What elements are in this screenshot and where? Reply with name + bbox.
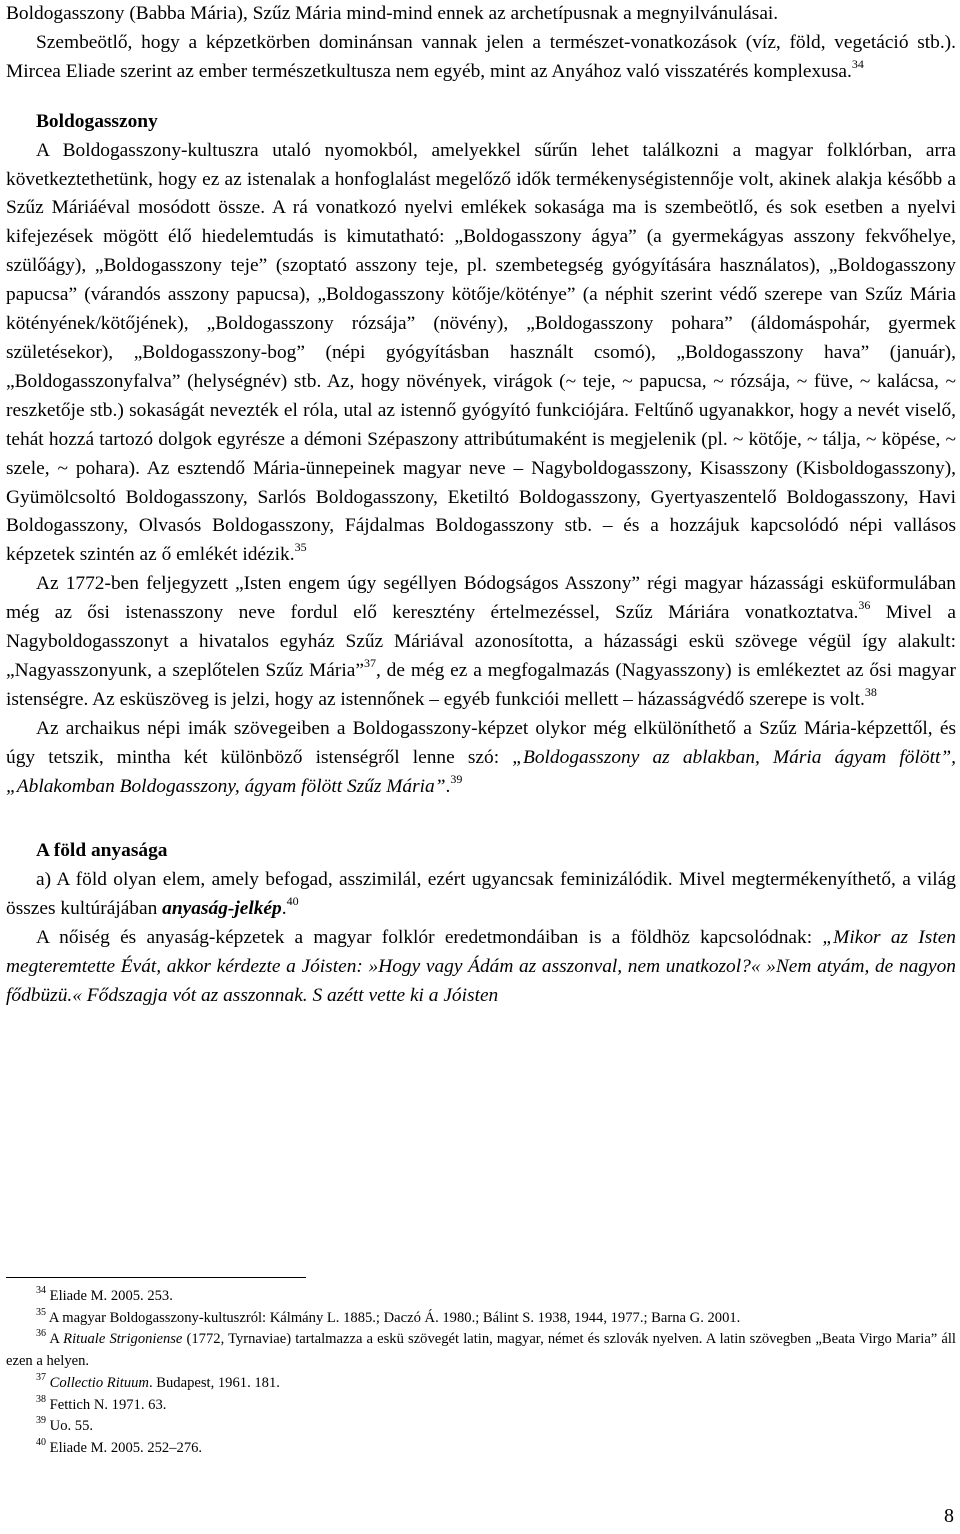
paragraph-text: Az archaikus népi imák szövegeiben a Boldogasszony-képzet olykor még elkülöníthető a Szűz Mária-képzettől, és úgy tetszik, mintha két különböző istenségről lenne szó:	[6, 717, 956, 768]
footnote-text: Eliade M. 2005. 252–276.	[46, 1439, 203, 1456]
paragraph-text: , de még ez a megfogalmazás (Nagyasszony) is emlékeztet az ősi magyar istenségre. Az esküszöveg is jelzi, hogy az istennőnek – egyéb funkciói mellett – házasságvédő szerepe is volt.	[6, 659, 956, 710]
footnote-ref[interactable]: 37	[363, 655, 376, 670]
footnote-separator	[6, 1277, 306, 1278]
paragraph-text: a) A föld olyan elem, amely befogad, asszimilál, ezért ugyancsak feminizálódik. Mivel megtermékenyíthető, a világ összes kultúrájában	[6, 869, 956, 920]
footnote-number: 36	[36, 1328, 46, 1340]
page-number: 8	[944, 1505, 954, 1527]
footnote-ref[interactable]: 40	[286, 894, 299, 909]
footnote-37	[6, 1373, 956, 1395]
paragraph-text: Szembeötlő, hogy a képzetkörben dominánsan vannak jelen a természet-vonatkozások (víz, föld, vegetáció stb.). Mircea Eliade szerint az ember természetkultusza nem egyéb, mint az Anyához való visszatérés komplexusa.	[6, 31, 956, 82]
paragraph-text: A nőiség és anyaság-képzetek a magyar folklór eredetmondáiban is a földhöz kapcsolódnak:	[36, 927, 823, 949]
legend-quote: „Mikor az Isten megteremtette Évát, akkor kérdezte a Jóisten: »Hogy vagy Ádám az asszonval, nem unatkozol?« »Nem atyám, de nagyon fődbüzü.« Fődszagja vót az asszonnak. S azétt vette ki a Jóisten	[6, 927, 957, 1006]
footnote-text: Eliade M. 2005. 253.	[46, 1288, 173, 1304]
footnote-title: Rituale Strigoniense	[63, 1331, 183, 1348]
paragraph-nature	[6, 29, 956, 87]
footnote-ref[interactable]: 34	[851, 56, 864, 71]
page-body	[6, 0, 956, 1011]
footnote-34	[6, 1286, 956, 1308]
paragraph-archetype	[6, 0, 956, 29]
paragraph-text: Mivel a Nagyboldogasszonyt a hivatalos egyház Szűz Máriával azonosította, a házassági eskü szövege végül így alakult: „Nagyasszonyunk, a szeplőtelen Szűz Mária”	[6, 602, 956, 681]
footnote-35	[6, 1308, 956, 1330]
footnote-ref[interactable]: 38	[864, 684, 877, 699]
paragraph-origin-legend	[6, 924, 956, 1011]
footnotes	[6, 1286, 956, 1460]
footnote-title: Collectio Rituum	[49, 1374, 149, 1391]
footnote-number: 37	[36, 1371, 46, 1383]
prayer-quote: „Boldogasszony az ablakban, Mária ágyam fölött”, „Ablakomban Boldogasszony, ágyam fölött Szűz Mária”	[6, 746, 956, 797]
footnote-text: (1772, Tyrnaviae) tartalmazza a eskü szövegét latin, magyar, német és szlovák nyelven. A latin szövegben „Beata Virgo Maria” áll ezen a helyen.	[6, 1331, 956, 1370]
paragraph-text: .	[281, 898, 287, 920]
footnote-number: 35	[36, 1306, 46, 1318]
spacer	[6, 87, 956, 108]
emphasis-term: anyaság-jelkép	[162, 898, 282, 920]
footnote-ref[interactable]: 39	[450, 771, 463, 786]
footnote-text: Uo. 55.	[46, 1418, 94, 1435]
footnote-39	[6, 1416, 956, 1438]
footnote-number: 38	[36, 1393, 46, 1405]
footnote-text: Fettich N. 1971. 63.	[46, 1396, 167, 1413]
paragraph-oath	[6, 570, 956, 715]
paragraph-prayers	[6, 715, 956, 802]
footnote-text: A	[46, 1331, 64, 1348]
paragraph-cult	[6, 137, 956, 571]
paragraph-text: .	[445, 775, 451, 797]
footnote-text: . Budapest, 1961. 181.	[148, 1374, 280, 1391]
footnote-40	[6, 1438, 956, 1460]
paragraph-text: Boldogasszony (Babba Mária), Szűz Mária mind-mind ennek az archetípusnak a megnyilvánulásai.	[6, 3, 779, 24]
paragraph-earth	[6, 866, 956, 924]
paragraph-text: A Boldogasszony-kultuszra utaló nyomokból, amelyekkel sűrűn lehet találkozni a magyar folklórban, arra következtethetünk, hogy ez az istenalak a honfoglalást megelőző idők termékenységistennője volt, akinek alakja később a Szűz Máriáéval mosódott össze. A rá vonatkozó nyelvi emlékek sokasága ma is szembeötlő, és sok esetben a nyelvi kifejezések mögött élő hiedelemtudás is kimutatható: „Boldogasszony ágya” (a gyermekágyas asszony fekvőhelye, szülőágy), „Boldogasszony teje” (szoptató asszony teje, pl. szembetegség gyógyítására használatos), „Boldogasszony papucsa” (várandós asszony papucsa), „Boldogasszony kötője/köténye” (a néphit szerint védő szerepe van Szűz Mária kötényének/kötőjének), „Boldogasszony rózsája” (növény), „Boldogasszony pohara” (áldomáspohár, gyermek születésekor), „Boldogasszony-bog” (népi gyógyításban használt csomó), „Boldogasszony hava” (január), „Boldogasszonyfalva” (helységnév) stb. Az, hogy növények, virágok (~ teje, ~ papucsa, ~ rózsája, ~ füve, ~ kalácsa, ~ reszketője stb.) sokaságát nevezték el róla, utal az istennő gyógyító funkciójára. Feltűnő ugyanakkor, hogy a nevét viselő, tehát hozzá tartozó dolgok egyrésze a démoni Szépaszony attribútumaként is megjelenik (pl. ~ kötője, ~ tálja, ~ köpése, ~ szele, ~ pohara). Az esztendő Mária-ünnepeinek magyar neve – Nagyboldogasszony, Kisasszony (Kisboldogasszony), Gyümölcsoltó Boldogasszony, Sarlós Boldogasszony, Eketiltó Boldogasszony, Gyertyaszentelő Boldogasszony, Havi Boldogasszony, Olvasós Boldogasszony, Fájdalmas Boldogasszony stb. – és a hozzájuk kapcsolódó népi vallásos képzetek szintén az ő emlékét idézik.	[6, 139, 956, 566]
footnote-ref[interactable]: 35	[294, 540, 307, 555]
spacer	[6, 801, 956, 837]
footnote-number: 39	[36, 1415, 46, 1427]
paragraph-text: Az 1772-ben feljegyzett „Isten engem úgy segéllyen Bódogságos Asszony” régi magyar házassági esküformulában még az ősi istenasszony neve fordul elő keresztény értelmezéssel, Szűz Máriára vonatkoztatva.	[6, 573, 956, 624]
section-heading-earth: A föld anyasága	[36, 840, 168, 862]
footnote-36	[6, 1329, 956, 1372]
footnote-number: 34	[36, 1285, 46, 1296]
footnote-ref[interactable]: 36	[858, 598, 871, 613]
footnote-38	[6, 1395, 956, 1417]
footnote-number: 40	[36, 1436, 46, 1448]
section-heading-boldogasszony: Boldogasszony	[36, 110, 158, 132]
footnote-text: A magyar Boldogasszony-kultuszról: Kálmány L. 1885.; Daczó Á. 1980.; Bálint S. 1938, 1944, 1977.; Barna G. 2001.	[46, 1309, 741, 1326]
